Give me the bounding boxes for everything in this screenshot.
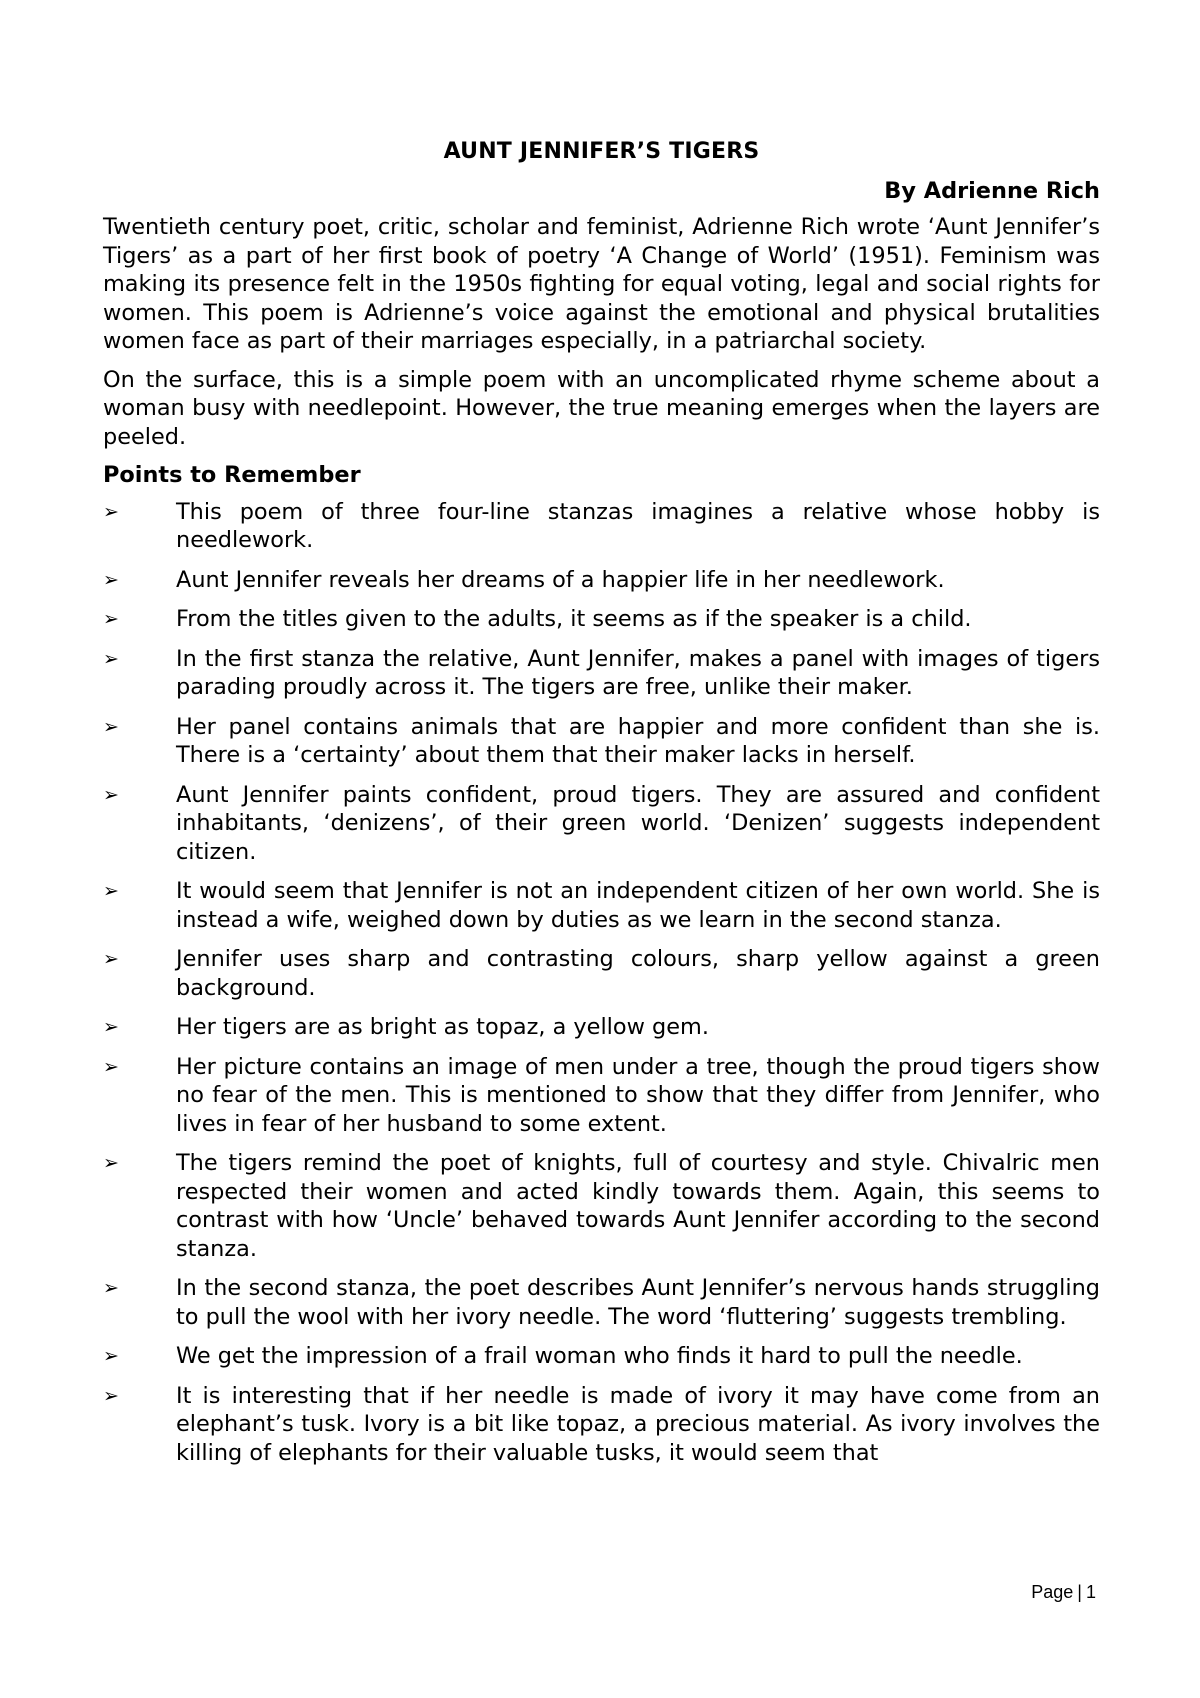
arrow-bullet-icon: ➢ bbox=[103, 500, 119, 523]
point-text: It is interesting that if her needle is made of ivory it may have come from an elephant’s tusk. Ivory is a bit like topaz, a precious material. As ivory involves the killing of elephants for their valuable tusks, it would seem that bbox=[176, 1382, 1100, 1466]
list-item bbox=[103, 713, 1100, 770]
arrow-bullet-icon: ➢ bbox=[103, 1016, 119, 1038]
point-text: Her picture contains an image of men under a tree, though the proud tigers show no fear of the men. This is mentioned to show that they differ from Jennifer, who lives in fear of her husband to some extent. bbox=[176, 1053, 1100, 1137]
surface-paragraph: On the surface, this is a simple poem with an uncomplicated rhyme scheme about a woman busy with needlepoint. However, the true meaning emerges when the layers are peeled. bbox=[103, 366, 1100, 450]
point-text: Her tigers are as bright as topaz, a yellow gem. bbox=[176, 1014, 709, 1040]
list-item bbox=[103, 1013, 1100, 1042]
list-item bbox=[103, 781, 1100, 867]
page-label: Page bbox=[1031, 1582, 1074, 1602]
point-text: The tigers remind the poet of knights, full of courtesy and style. Chivalric men respected their women and acted kindly towards them. Again, this seems to contrast with how ‘Uncle’ behaved towards Aunt Jennifer according to the second stanza. bbox=[176, 1150, 1100, 1262]
list-item bbox=[103, 1053, 1100, 1139]
arrow-bullet-icon: ➢ bbox=[103, 647, 119, 670]
point-text: This poem of three four-line stanzas imagines a relative whose hobby is needlework. bbox=[176, 498, 1100, 553]
point-text: It would seem that Jennifer is not an independent citizen of her own world. She is instead a wife, weighed down by duties as we learn in the second stanza. bbox=[176, 878, 1100, 933]
point-text: From the titles given to the adults, it seems as if the speaker is a child. bbox=[176, 606, 972, 632]
arrow-bullet-icon: ➢ bbox=[103, 1055, 119, 1078]
arrow-bullet-icon: ➢ bbox=[103, 783, 119, 806]
point-text: In the second stanza, the poet describes Aunt Jennifer’s nervous hands struggling to pull the wool with her ivory needle. The word ‘fluttering’ suggests trembling. bbox=[176, 1275, 1100, 1330]
arrow-bullet-icon: ➢ bbox=[103, 1277, 119, 1299]
document-title: AUNT JENNIFER’S TIGERS bbox=[443, 139, 760, 164]
arrow-bullet-icon: ➢ bbox=[103, 568, 119, 591]
arrow-bullet-icon: ➢ bbox=[103, 715, 119, 738]
arrow-bullet-icon: ➢ bbox=[103, 1152, 119, 1174]
list-item bbox=[103, 1382, 1100, 1468]
author-byline: By Adrienne Rich bbox=[884, 177, 1100, 204]
arrow-bullet-icon: ➢ bbox=[103, 1384, 119, 1407]
list-item bbox=[103, 1149, 1100, 1263]
list-item bbox=[103, 1342, 1100, 1371]
points-list bbox=[103, 498, 1100, 1468]
arrow-bullet-icon: ➢ bbox=[103, 948, 119, 970]
page-footer bbox=[1031, 1582, 1096, 1603]
point-text: Aunt Jennifer reveals her dreams of a happier life in her needlework. bbox=[176, 566, 945, 593]
list-item bbox=[103, 945, 1100, 1002]
list-item bbox=[103, 1274, 1100, 1331]
list-item bbox=[103, 877, 1100, 934]
point-text: We get the impression of a frail woman who finds it hard to pull the needle. bbox=[176, 1343, 1023, 1369]
point-text: Her panel contains animals that are happier and more confident than she is. There is a ‘certainty’ about them that their maker lacks in herself. bbox=[176, 713, 1100, 768]
arrow-bullet-icon: ➢ bbox=[103, 880, 119, 902]
list-item bbox=[103, 498, 1100, 555]
point-text: Jennifer uses sharp and contrasting colours, sharp yellow against a green background. bbox=[176, 946, 1100, 1001]
section-heading: Points to Remember bbox=[103, 462, 361, 488]
arrow-bullet-icon: ➢ bbox=[103, 1345, 119, 1367]
list-item bbox=[103, 566, 1100, 595]
document-body bbox=[103, 138, 1100, 1478]
intro-paragraph: Twentieth century poet, critic, scholar and feminist, Adrienne Rich wrote ‘Aunt Jennifer’s Tigers’ as a part of her first book of poetry ‘A Change of World’ (1951). Feminism was making its presence felt in the 1950s fighting for equal voting, legal and social rights for women. This poem is Adrienne’s voice against the emotional and physical brutalities women face as part of their marriages especially, in a patriarchal society. bbox=[103, 214, 1100, 354]
point-text: Aunt Jennifer paints confident, proud tigers. They are assured and confident inhabitants, ‘denizens’, of their green world. ‘Denizen’ suggests independent citizen. bbox=[176, 781, 1100, 865]
footer-separator: | bbox=[1077, 1582, 1082, 1602]
list-item bbox=[103, 645, 1100, 702]
arrow-bullet-icon: ➢ bbox=[103, 608, 119, 630]
page-number: 1 bbox=[1085, 1582, 1096, 1602]
list-item bbox=[103, 605, 1100, 634]
point-text: In the first stanza the relative, Aunt Jennifer, makes a panel with images of tigers parading proudly across it. The tigers are free, unlike their maker. bbox=[176, 645, 1100, 700]
